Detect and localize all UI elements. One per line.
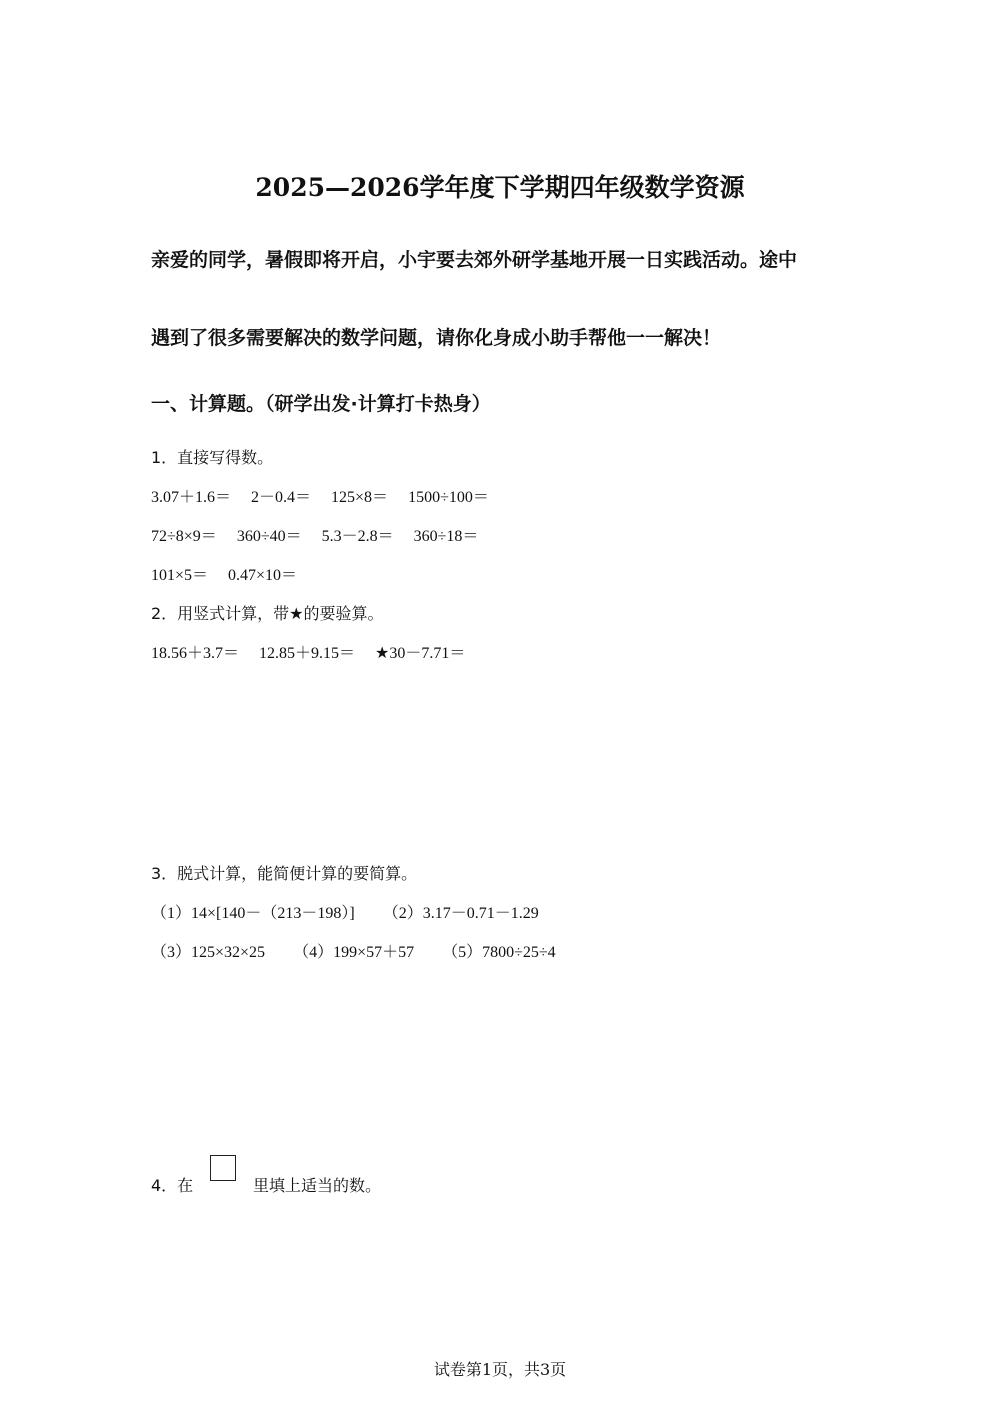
problem: 3.07＋1.6＝ [151, 489, 232, 506]
answer-box [210, 1155, 236, 1181]
problem: ★30－7.71＝ [375, 645, 466, 662]
question-1-title: 1．直接写得数。 [151, 448, 274, 467]
problem: 360÷40＝ [236, 528, 302, 545]
section-1-heading: 一、计算题。（研学出发·计算打卡热身） [151, 393, 491, 415]
question-4-prefix: 4．在 [151, 1176, 194, 1195]
question-3-row-2 [151, 939, 556, 962]
problem: 0.47×10＝ [228, 567, 298, 584]
question-1-row-1 [151, 484, 489, 507]
question-2-title: 2．用竖式计算，带★的要验算。 [151, 604, 384, 623]
problem: （1）14×[140－（213－198）] [151, 905, 355, 922]
problem: 72÷8×9＝ [151, 528, 217, 545]
problem: （4）199×57＋57 [293, 944, 415, 961]
problem: （5）7800÷25÷4 [442, 944, 556, 961]
problem: （3）125×32×25 [151, 944, 266, 961]
intro-line-1: 亲爱的同学，暑假即将开启，小宇要去郊外研学基地开展一日实践活动。途中 [151, 249, 798, 271]
intro-line-2: 遇到了很多需要解决的数学问题，请你化身成小助手帮他一一解决！ [151, 327, 722, 349]
problem: 12.85＋9.15＝ [259, 645, 356, 662]
problem: 101×5＝ [151, 567, 209, 584]
problem: 360÷18＝ [413, 528, 479, 545]
problem: （2）3.17－0.71－1.29 [382, 905, 539, 922]
question-4-suffix: 里填上适当的数。 [253, 1176, 382, 1195]
question-1-row-2 [151, 523, 478, 546]
question-1-row-3 [151, 562, 297, 585]
question-3-row-1 [151, 900, 539, 923]
problem: 1500÷100＝ [408, 489, 489, 506]
page-footer: 试卷第1页，共3页 [433, 1360, 567, 1379]
problem: 18.56＋3.7＝ [151, 645, 240, 662]
problem: 125×8＝ [331, 489, 389, 506]
problem: 5.3－2.8＝ [321, 528, 394, 545]
problem: 2－0.4＝ [251, 489, 312, 506]
document-title: 2025—2026学年度下学期四年级数学资源 [255, 173, 745, 202]
question-3-title: 3．脱式计算，能简便计算的要简算。 [151, 864, 418, 883]
question-2-row-1 [151, 640, 465, 663]
